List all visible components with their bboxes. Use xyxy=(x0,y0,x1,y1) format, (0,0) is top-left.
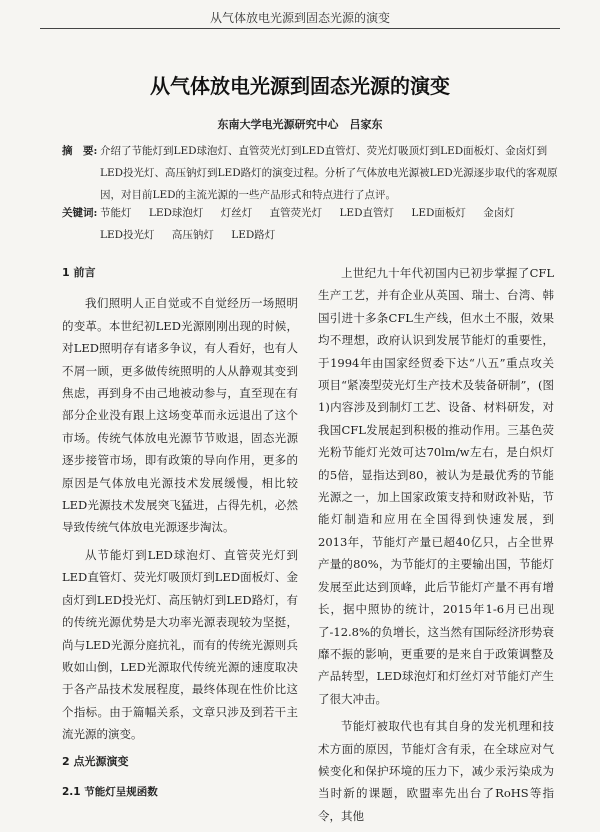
keyword: 金卤灯 xyxy=(483,207,515,219)
keyword: 高压钠灯 xyxy=(171,229,214,241)
keywords-list xyxy=(100,202,570,246)
keyword: LED投光灯 xyxy=(100,229,155,241)
author-affiliation: 东南大学电光源研究中心 吕家东 xyxy=(217,118,383,131)
keyword: LED路灯 xyxy=(231,229,276,241)
intro-paragraph-1: 我们照明人正自觉或不自觉经历一场照明的变革。本世纪初LED光源刚刚出现的时候，对LED照明存有诸多争议，有人看好，也有人不屑一顾，更多做传统照明的人从静观其变到焦虑，再到身不由己地被动参与，直至现在有部分企业没有跟上这场变革而永远退出了这个市场。传统气体放电光源节节败退，固态光源逐步接管市场，即有政策的导向作用，更多的原因是气体放电光源技术发展缓慢，相比较LED光源技术发展突飞猛进，占得先机，必然导致传统气体放电光源逐步淘汰。 xyxy=(62,296,298,535)
right-column xyxy=(318,262,554,832)
section-heading-point-source: 2 点光源演变 xyxy=(62,754,129,768)
keywords-label: 关键词: xyxy=(62,207,98,219)
keyword: 直管荧光灯 xyxy=(269,207,323,219)
abstract-text: 介绍了节能灯到LED球泡灯、直管荧光灯到LED直管灯、荧光灯吸顶灯到LED面板灯、金卤灯到LED投光灯、高压钠灯到LED路灯的演变过程。分析了气体放电光源被LED光源逐步取代的客观原因，对目前LED的主流光源的一些产品形式和特点进行了点评。 xyxy=(100,145,558,201)
keyword: LED直管灯 xyxy=(339,207,394,219)
right-paragraph-1: 上世纪九十年代初国内已初步掌握了CFL生产工艺，并有企业从英国、瑞士、台湾、韩国引进十多条CFL生产线，但水土不服，效果均不理想，政府认识到发展节能灯的重要性，于1994年由国家经贸委下达“八五”重点攻关项目“紧凑型荧光灯生产技术及装备研制”，(图1)内容涉及到制灯工艺、设备、材料研发，对我国CFL发展起到积极的推动作用。三基色荧光粉节能灯光效可达70lm/w左右，是白炽灯的5倍，显指达到80，被认为是最优秀的节能光源之一，加上国家政策支持和财政补贴，节能灯制造和应用在全国得到快速发展，到2013年，节能灯产量已超40亿只，占全世界产量的80%，为节能灯的主要输出国，节能灯发展至此达到顶峰，此后节能灯产量不再有增长，据中照协的统计，2015年1-6月已出现了-12.8%的负增长，这当然有国际经济形势衰靡不振的影响，更重要的是来自于政策调整及产品转型，LED球泡灯和灯丝灯对节能灯产生了很大冲击。 xyxy=(318,266,554,706)
intro-paragraph-2: 从节能灯到LED球泡灯、直管荧光灯到LED直管灯、荧光灯吸顶灯到LED面板灯、金卤灯到LED投光灯、高压钠灯到LED路灯，有的传统光源优势是大功率光源表现较为坚挺，尚与LED光源分庭抗礼，而有的传统光源则兵败如山倒，LED光源取代传统光源的速度取决于各产品技术发展程度，最终体现在性价比这个指标。由于篇幅关系，文章只涉及到若干主流光源的演变。 xyxy=(62,547,298,742)
right-paragraph-2: 节能灯被取代也有其自身的发光机理和技术方面的原因，节能灯含有汞，在全球应对气候变化和保护环境的压力下，减少汞污染成为当时新的课题，欧盟率先出台了RoHS等指令，其他 xyxy=(318,719,554,823)
keyword: 灯丝灯 xyxy=(220,207,253,219)
left-column xyxy=(62,262,298,803)
article-title: 从气体放电光源到固态光源的演变 xyxy=(150,74,450,98)
abstract-label: 摘 要: xyxy=(62,145,98,157)
section-heading-intro: 1 前言 xyxy=(62,266,96,279)
keyword: LED面板灯 xyxy=(411,207,466,219)
subsection-heading: 2.1 节能灯呈规函数 xyxy=(62,785,158,798)
keywords-block xyxy=(62,202,570,246)
keyword: 节能灯 xyxy=(100,207,132,219)
keyword: LED球泡灯 xyxy=(148,207,204,219)
running-header: 从气体放电光源到固态光源的演变 xyxy=(40,8,560,29)
abstract-block xyxy=(62,140,570,206)
